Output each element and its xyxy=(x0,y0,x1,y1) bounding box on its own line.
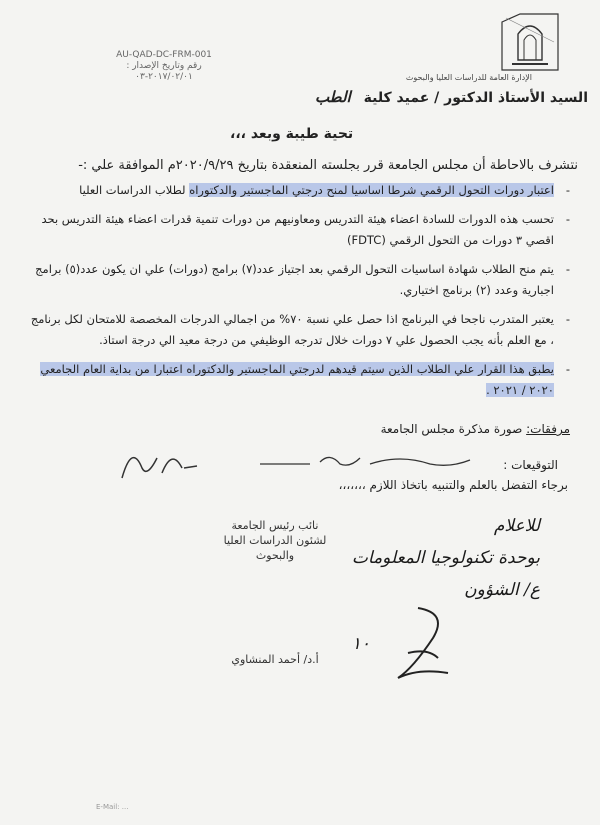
handwritten-line: بوحدة تكنولوجيا المعلومات xyxy=(351,548,540,568)
attachments xyxy=(381,422,570,436)
signature-scribbles xyxy=(250,448,480,472)
intro-paragraph: نتشرف بالاحاطة أن مجلس الجامعة قرر بجلسته المنعقدة بتاريخ ٢٠٢٠/٩/٢٩م الموافقة علي :- xyxy=(78,158,578,173)
university-logo-icon xyxy=(500,12,562,72)
department-name: الإدارة العامة للدراسات العليا والبحوث xyxy=(405,73,532,82)
salutation-handwritten-faculty: الطب xyxy=(314,88,351,106)
list-item: - يعتبر المتدرب ناجحا في البرنامج اذا حصل علي نسبة ٧٠% من اجمالي الدرجات المخصصة للامتحان لكل برنامج ، مع العلم بأنه يجب الحصول علي ٧ دورات خلال تدرجه الوظيفي من درجة معيد الي درجة استاذ. xyxy=(30,309,570,351)
signatory-title-line1: نائب رئيس الجامعة xyxy=(231,519,319,532)
signatures-label: التوقيعات : xyxy=(503,458,558,472)
footer-email: E-Mail: ... xyxy=(96,803,129,811)
form-code xyxy=(104,50,224,83)
signatory-name: أ.د/ أحمد المنشاوي xyxy=(231,653,319,666)
attachments-value: صورة مذكرة مجلس الجامعة xyxy=(380,422,523,436)
resolution-list xyxy=(30,180,570,409)
closing-line: برجاء التفضل بالعلم والتنبيه باتخاذ اللازم ،،،،،،، xyxy=(338,478,568,492)
list-item: - اعتبار دورات التحول الرقمي شرطا اساسيا لمنح درجتي الماجستير والدكتوراه لطلاب الدراسات العليا xyxy=(30,180,570,201)
handwritten-line: ع/ الشؤون xyxy=(464,580,540,600)
handwritten-date: ١٠ xyxy=(351,634,370,654)
signatory-title-line2: لشئون الدراسات العليا والبحوث xyxy=(223,534,327,562)
salutation xyxy=(315,88,588,106)
handwritten-line: للاعلام xyxy=(493,516,540,536)
signature-mark xyxy=(112,438,202,488)
salutation-text: السيد الأستاذ الدكتور / عميد كلية xyxy=(363,90,588,106)
attachments-label: مرفقات: xyxy=(526,422,570,436)
handwritten-signature xyxy=(378,598,458,688)
list-item: - يطبق هذا القرار علي الطلاب الذين سيتم قيدهم لدرجتي الماجستير والدكتوراه اعتبارا من بداية العام الجامعي ٢٠٢٠ / ٢٠٢١ . xyxy=(30,359,570,401)
list-item: - يتم منح الطلاب شهادة اساسيات التحول الرقمي بعد اجتياز عدد(٧) برامج (دورات) علي ان يكون عدد(٥) برامج اجبارية وعدد (٢) برنامج اختياري. xyxy=(30,259,570,301)
list-item: - تحسب هذه الدورات للسادة اعضاء هيئة التدريس ومعاونيهم من دورات تنمية قدرات اعضاء هيئة التدريس بحد اقصي ٣ دورات من التحول الرقمي (FDTC) xyxy=(30,209,570,251)
form-code-number: AU-QAD-DC-FRM-001 xyxy=(116,50,212,60)
greeting: تحية طيبة وبعد ،،، xyxy=(230,126,354,142)
form-version-line: رقم وتاريخ الإصدار : ٢٠١٧/٠٢/٠١-٠٣ xyxy=(126,61,202,82)
